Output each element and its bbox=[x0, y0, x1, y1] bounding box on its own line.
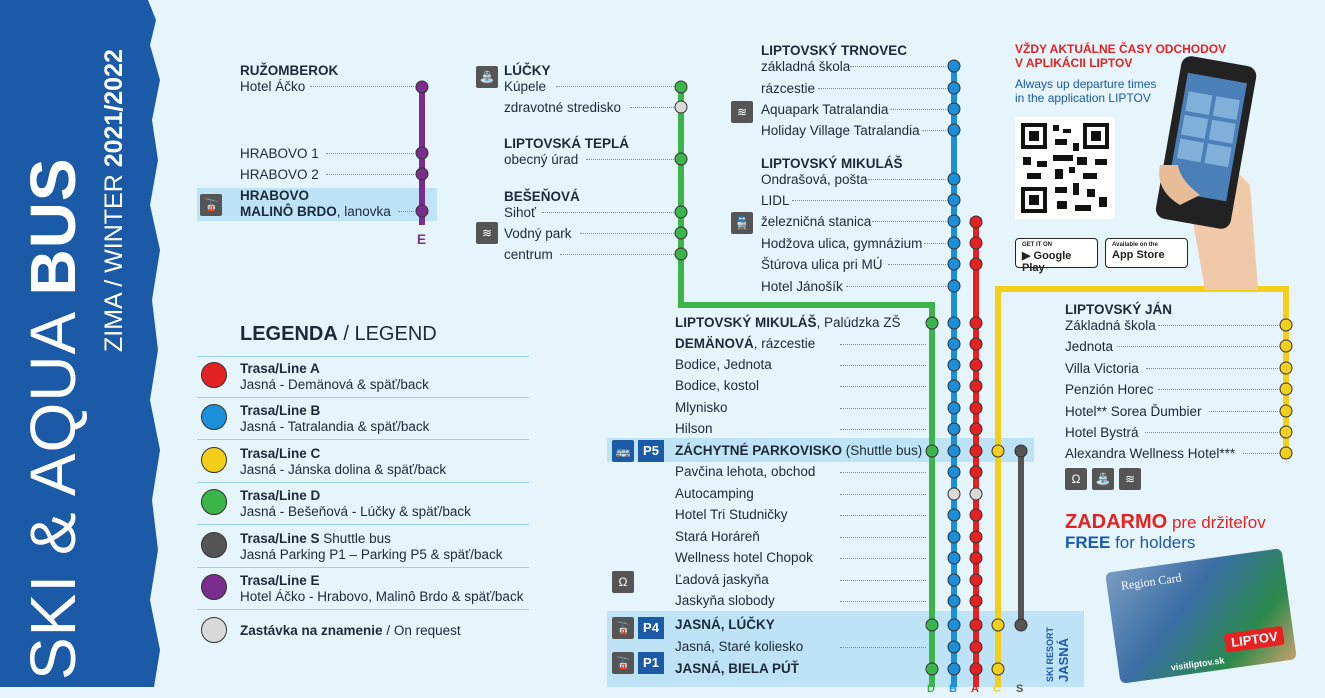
stop-malino-brdo: MALINÔ BRDO bbox=[240, 204, 337, 219]
legend-color-swatch bbox=[201, 447, 227, 473]
legend-color-swatch bbox=[201, 489, 227, 515]
leader bbox=[846, 286, 948, 287]
trunk-stop: JASNÁ, LÚČKY bbox=[675, 617, 775, 632]
stop-hrabovo2: HRABOVO 2 bbox=[240, 167, 319, 182]
leader bbox=[556, 86, 674, 87]
stop-dot-a bbox=[970, 402, 982, 414]
stop-dot-b bbox=[948, 215, 960, 227]
leader bbox=[840, 494, 926, 495]
stop-holiday-village: Holiday Village Tatralandia bbox=[761, 123, 920, 138]
leader bbox=[840, 515, 926, 516]
leader bbox=[925, 669, 927, 670]
stop-dot-a bbox=[970, 641, 982, 653]
stop-dot-b bbox=[948, 423, 960, 435]
stop-dot-a bbox=[970, 237, 982, 249]
stop-lidl: LIDL bbox=[761, 193, 790, 208]
stop-sihot: Sihoť bbox=[504, 205, 537, 220]
stop-dot-b bbox=[948, 380, 960, 392]
stop-dot-c bbox=[1280, 447, 1292, 459]
line-label-b: B bbox=[949, 683, 957, 695]
stop-dot-d bbox=[675, 206, 687, 218]
trunk-stop: Jaskyňa slobody bbox=[675, 593, 775, 608]
leader bbox=[1243, 453, 1280, 454]
stop-dot-e bbox=[416, 81, 428, 93]
stop-liptovsky-jan-item: Hotel** Sorea Ďumbier bbox=[1065, 404, 1202, 419]
stop-dot-c bbox=[1280, 319, 1292, 331]
stop-dot-b bbox=[948, 194, 960, 206]
leader bbox=[398, 211, 416, 212]
leader bbox=[818, 88, 948, 89]
legend-item-desc: Jasná - Demänová & späť/back bbox=[240, 377, 429, 392]
stop-hodzova: Hodžova ulica, gymnázium bbox=[761, 236, 923, 251]
trunk-stop: Pavčina lehota, obchod bbox=[675, 464, 816, 479]
trunk-stop: ZÁCHYTNÉ PARKOVISKO (Shuttle bus) bbox=[675, 443, 923, 458]
stop-dot-a bbox=[970, 359, 982, 371]
stop-aquapark: Aquapark Tatralandia bbox=[761, 102, 889, 117]
stop-ondrasova: Ondrašová, pošta bbox=[761, 172, 868, 187]
stop-dot-a bbox=[970, 619, 982, 631]
chairlift-icon: 🚡 bbox=[612, 617, 634, 639]
stop-dot-d bbox=[926, 445, 938, 457]
stop-dot-a bbox=[970, 552, 982, 564]
legend-item-name: Trasa/Line S Shuttle bus bbox=[240, 531, 391, 546]
stop-liptovsky-jan-item: Základná škola bbox=[1065, 318, 1156, 333]
stop-dot-b bbox=[948, 663, 960, 675]
stop-dot-b bbox=[948, 338, 960, 350]
free-en: FREE for holders bbox=[1065, 533, 1196, 552]
trunk-stop: Wellness hotel Chopok bbox=[675, 550, 813, 565]
leader bbox=[840, 365, 926, 366]
leader bbox=[586, 159, 674, 160]
line-label-c: C bbox=[993, 683, 1001, 695]
stop-dot-d bbox=[926, 663, 938, 675]
legend-item-name: Trasa/Line E bbox=[240, 573, 320, 588]
leader bbox=[840, 537, 926, 538]
leader bbox=[868, 179, 948, 180]
stop-dot-b bbox=[948, 60, 960, 72]
stop-dot-a bbox=[970, 663, 982, 675]
leader bbox=[630, 107, 674, 108]
stop-liptovsky-jan: LIPTOVSKÝ JÁN bbox=[1065, 302, 1173, 317]
stop-dot-d bbox=[675, 227, 687, 239]
app-promo-en-1: Always up departure times bbox=[1015, 77, 1157, 91]
legend-item-desc: Jasná - Tatralandia & späť/back bbox=[240, 419, 430, 434]
app-promo-sk-2: V APLIKÁCII LIPTOV bbox=[1015, 56, 1133, 70]
trunk-stop: Bodice, kostol bbox=[675, 378, 760, 393]
trunk-stop: Bodice, Jednota bbox=[675, 357, 772, 372]
stop-dot-a bbox=[970, 574, 982, 586]
stop-liptovsky-jan-item: Hotel Bystrá bbox=[1065, 425, 1139, 440]
stop-dot-s bbox=[1015, 619, 1027, 631]
stop-sturova: Štúrova ulica pri MÚ bbox=[761, 257, 883, 272]
leader bbox=[310, 86, 416, 87]
leader bbox=[922, 130, 948, 131]
stop-dot-d bbox=[926, 619, 938, 631]
legend-item-desc: Jasná Parking P1 – Parking P5 & späť/back bbox=[240, 547, 503, 562]
leader bbox=[580, 233, 674, 234]
stop-dot-a bbox=[970, 445, 982, 457]
stop-dot-c bbox=[992, 663, 1004, 675]
stop-dot-d bbox=[675, 81, 687, 93]
train-icon: 🚆 bbox=[731, 212, 753, 234]
legend-separator bbox=[197, 524, 529, 525]
legend-item-desc: Hotel Áčko - Hrabovo, Malinô Brdo & späť/back bbox=[240, 589, 524, 604]
legend-separator bbox=[197, 482, 529, 483]
spa-icon: ⛲ bbox=[476, 66, 498, 88]
stop-kupele: Kúpele bbox=[504, 79, 547, 94]
stop-dot-a bbox=[970, 466, 982, 478]
shuttle-bus-icon: 🚌 bbox=[612, 440, 634, 462]
parking-p5: P5 bbox=[638, 440, 664, 462]
stop-dot-b bbox=[948, 531, 960, 543]
trunk-stop: Jasná, Staré koliesko bbox=[675, 639, 804, 654]
leader bbox=[1209, 411, 1280, 412]
spa-icon: ⛲ bbox=[1092, 468, 1114, 490]
stop-hrabovo1: HRABOVO 1 bbox=[240, 146, 319, 161]
stop-dot-b bbox=[948, 641, 960, 653]
stop-liptovsky-trnovec: LIPTOVSKÝ TRNOVEC bbox=[761, 43, 908, 58]
stop-dot-b bbox=[948, 173, 960, 185]
legend-item-name: Trasa/Line D bbox=[240, 488, 321, 503]
leader bbox=[840, 472, 926, 473]
leader bbox=[872, 221, 948, 222]
stop-dot-e bbox=[416, 168, 428, 180]
leader bbox=[888, 264, 948, 265]
free-sk: ZADARMO pre držiteľov bbox=[1065, 511, 1266, 533]
legend-color-swatch bbox=[201, 532, 227, 558]
stop-ruzomberok: RUŽOMBEROK bbox=[240, 63, 339, 78]
line-e-label: E bbox=[417, 232, 427, 247]
trunk-stop: Hilson bbox=[675, 421, 713, 436]
leader bbox=[890, 109, 948, 110]
stop-dot-b bbox=[948, 595, 960, 607]
trunk-stop: Mlynisko bbox=[675, 400, 728, 415]
legend-color-swatch bbox=[201, 404, 227, 430]
trunk-stop: JASNÁ, BIELA PÚŤ bbox=[675, 661, 800, 676]
stop-lanovka: , lanovka bbox=[336, 204, 391, 219]
line-label-s: S bbox=[1016, 683, 1024, 695]
leader bbox=[326, 174, 416, 175]
leader bbox=[925, 323, 927, 324]
leader bbox=[1158, 389, 1280, 390]
stop-dot-c bbox=[1280, 426, 1292, 438]
stop-dot-c bbox=[992, 445, 1004, 457]
stop-dot-b bbox=[948, 552, 960, 564]
stop-dot-c bbox=[1280, 383, 1292, 395]
stop-razcestie: rázcestie bbox=[761, 81, 816, 96]
legend-separator bbox=[197, 609, 529, 610]
stop-dot-a bbox=[970, 258, 982, 270]
stop-liptovsky-jan-item: Penzión Horec bbox=[1065, 382, 1154, 397]
region-card-image: Region Card LIPTOV visitliptov.sk bbox=[1105, 548, 1297, 684]
stop-dot-c bbox=[1280, 340, 1292, 352]
stop-hotel-acko: Hotel Áčko bbox=[240, 79, 306, 94]
trunk-stop: Stará Horáreň bbox=[675, 529, 760, 544]
stop-dot-a bbox=[970, 509, 982, 521]
stop-dot-s bbox=[1015, 445, 1027, 457]
stop-dot-b bbox=[948, 317, 960, 329]
legend-separator bbox=[197, 567, 529, 568]
pool-icon: ≋ bbox=[1119, 468, 1141, 490]
legend-item-name: Trasa/Line B bbox=[240, 403, 321, 418]
cable-car-icon: 🚡 bbox=[200, 194, 222, 216]
leader bbox=[792, 200, 948, 201]
legend-separator bbox=[197, 439, 529, 440]
play-icon: ▶ bbox=[1022, 250, 1031, 262]
stop-dot-d bbox=[675, 101, 687, 113]
stop-obecny-urad: obecný úrad bbox=[504, 152, 579, 167]
qr-code-icon[interactable] bbox=[1015, 117, 1115, 219]
parking-p4: P4 bbox=[638, 617, 664, 639]
stop-dot-b bbox=[948, 359, 960, 371]
cave-icon: Ω bbox=[612, 571, 634, 593]
legend-color-swatch bbox=[201, 362, 227, 388]
legend-separator bbox=[197, 356, 529, 357]
stop-dot-a bbox=[970, 595, 982, 607]
leader bbox=[840, 558, 926, 559]
stop-dot-c bbox=[992, 619, 1004, 631]
stop-zakladna-skola: základná škola bbox=[761, 59, 851, 74]
trunk-stop: Ľadová jaskyňa bbox=[675, 572, 769, 587]
app-promo-en-2: in the application LIPTOV bbox=[1015, 91, 1151, 105]
chairlift-icon: 🚡 bbox=[612, 652, 634, 674]
google-play-button[interactable]: GET IT ON ▶ Google Play bbox=[1015, 238, 1098, 268]
stop-dot-a bbox=[970, 216, 982, 228]
stop-dot-b bbox=[948, 82, 960, 94]
leader bbox=[840, 344, 926, 345]
trunk-stop: LIPTOVSKÝ MIKULÁŠ, Palúdzka ZŠ bbox=[675, 315, 901, 330]
stop-dot-d bbox=[926, 317, 938, 329]
leader bbox=[1146, 368, 1280, 369]
aquapark-icon: ≋ bbox=[731, 101, 753, 123]
stop-zdravotne: zdravotné stredisko bbox=[504, 100, 622, 115]
leader bbox=[840, 429, 926, 430]
banner-season: ZIMA / WINTER 2021/2022 bbox=[100, 49, 128, 352]
legend-color-swatch bbox=[201, 574, 227, 600]
stop-liptovsky-jan-item: Alexandra Wellness Hotel*** bbox=[1065, 446, 1236, 461]
stop-dot-e bbox=[416, 205, 428, 217]
leader bbox=[840, 601, 926, 602]
stop-dot-c bbox=[1280, 405, 1292, 417]
leader bbox=[850, 66, 948, 67]
stop-zeleznicna: železničná stanica bbox=[761, 214, 872, 229]
stop-dot-a bbox=[970, 338, 982, 350]
stop-dot-b bbox=[948, 509, 960, 521]
stop-dot-b bbox=[948, 574, 960, 586]
stop-dot-d bbox=[675, 248, 687, 260]
stop-liptovsky-jan-item: Villa Victoria bbox=[1065, 361, 1139, 376]
stop-dot-b bbox=[948, 402, 960, 414]
stop-dot-b bbox=[948, 124, 960, 136]
stop-dot-b bbox=[948, 466, 960, 478]
trunk-stop: Autocamping bbox=[675, 486, 754, 501]
legend-item-name: Zastávka na znamenie / On request bbox=[240, 623, 461, 638]
stop-dot-a bbox=[970, 317, 982, 329]
cave-icon: Ω bbox=[1065, 468, 1087, 490]
legend-color-swatch bbox=[201, 617, 227, 643]
app-store-button[interactable]: Available on the App Store bbox=[1105, 238, 1188, 268]
stop-lucky: LÚČKY bbox=[504, 63, 551, 78]
legend-separator bbox=[197, 397, 529, 398]
trunk-stop: Hotel Tri Studničky bbox=[675, 507, 788, 522]
stop-dot-a bbox=[970, 423, 982, 435]
waterpark-icon: ≋ bbox=[476, 222, 498, 244]
ski-resort-jasna: SKI RESORT JASNÁ bbox=[1045, 626, 1071, 682]
stop-dot-b bbox=[948, 237, 960, 249]
leader bbox=[1158, 325, 1280, 326]
leader bbox=[542, 212, 674, 213]
leader bbox=[1145, 432, 1280, 433]
legend-item-name: Trasa/Line A bbox=[240, 361, 320, 376]
app-promo-sk-1: VŽDY AKTUÁLNE ČASY ODCHODOV bbox=[1015, 42, 1227, 56]
leader bbox=[840, 647, 926, 648]
stop-besenova: BEŠEŇOVÁ bbox=[504, 189, 580, 204]
legend-item-desc: Jasná - Bešeňová - Lúčky & späť/back bbox=[240, 504, 471, 519]
stop-dot-b bbox=[948, 488, 960, 500]
stop-liptovska-tepla: LIPTOVSKÁ TEPLÁ bbox=[504, 136, 630, 151]
leader bbox=[1117, 346, 1280, 347]
leader bbox=[924, 243, 948, 244]
leader bbox=[326, 153, 416, 154]
leader bbox=[925, 625, 927, 626]
legend-item-name: Trasa/Line C bbox=[240, 446, 321, 461]
line-label-a: A bbox=[971, 683, 979, 695]
stop-dot-b bbox=[948, 619, 960, 631]
stop-dot-b bbox=[948, 280, 960, 292]
stop-hrabovo: HRABOVO bbox=[240, 188, 310, 203]
leader bbox=[560, 254, 674, 255]
phone-in-hand-image bbox=[1150, 55, 1260, 290]
stop-vodny-park: Vodný park bbox=[504, 226, 572, 241]
parking-p1: P1 bbox=[638, 652, 664, 674]
stop-dot-b bbox=[948, 258, 960, 270]
banner-title: SKI & AQUA BUS bbox=[17, 157, 89, 680]
stop-dot-a bbox=[970, 488, 982, 500]
leader bbox=[840, 386, 926, 387]
stop-dot-a bbox=[970, 380, 982, 392]
stop-dot-e bbox=[416, 147, 428, 159]
line-label-d: D bbox=[927, 683, 935, 695]
stop-dot-a bbox=[970, 531, 982, 543]
stop-hotel-janosik: Hotel Jánošík bbox=[761, 279, 843, 294]
stop-dot-b bbox=[948, 103, 960, 115]
stop-centrum: centrum bbox=[504, 247, 553, 262]
trunk-stop: DEMÄNOVÁ, rázcestie bbox=[675, 336, 816, 351]
leader bbox=[840, 408, 926, 409]
leader bbox=[840, 580, 926, 581]
stop-dot-d bbox=[675, 153, 687, 165]
stop-liptovsky-jan-item: Jednota bbox=[1065, 339, 1114, 354]
stop-dot-c bbox=[1280, 362, 1292, 374]
legend-item-desc: Jasná - Jánska dolina & späť/back bbox=[240, 462, 447, 477]
legend-title: LEGENDA / LEGEND bbox=[240, 323, 437, 345]
stop-liptovsky-mikulas: LIPTOVSKÝ MIKULÁŠ bbox=[761, 156, 903, 171]
stop-dot-b bbox=[948, 445, 960, 457]
